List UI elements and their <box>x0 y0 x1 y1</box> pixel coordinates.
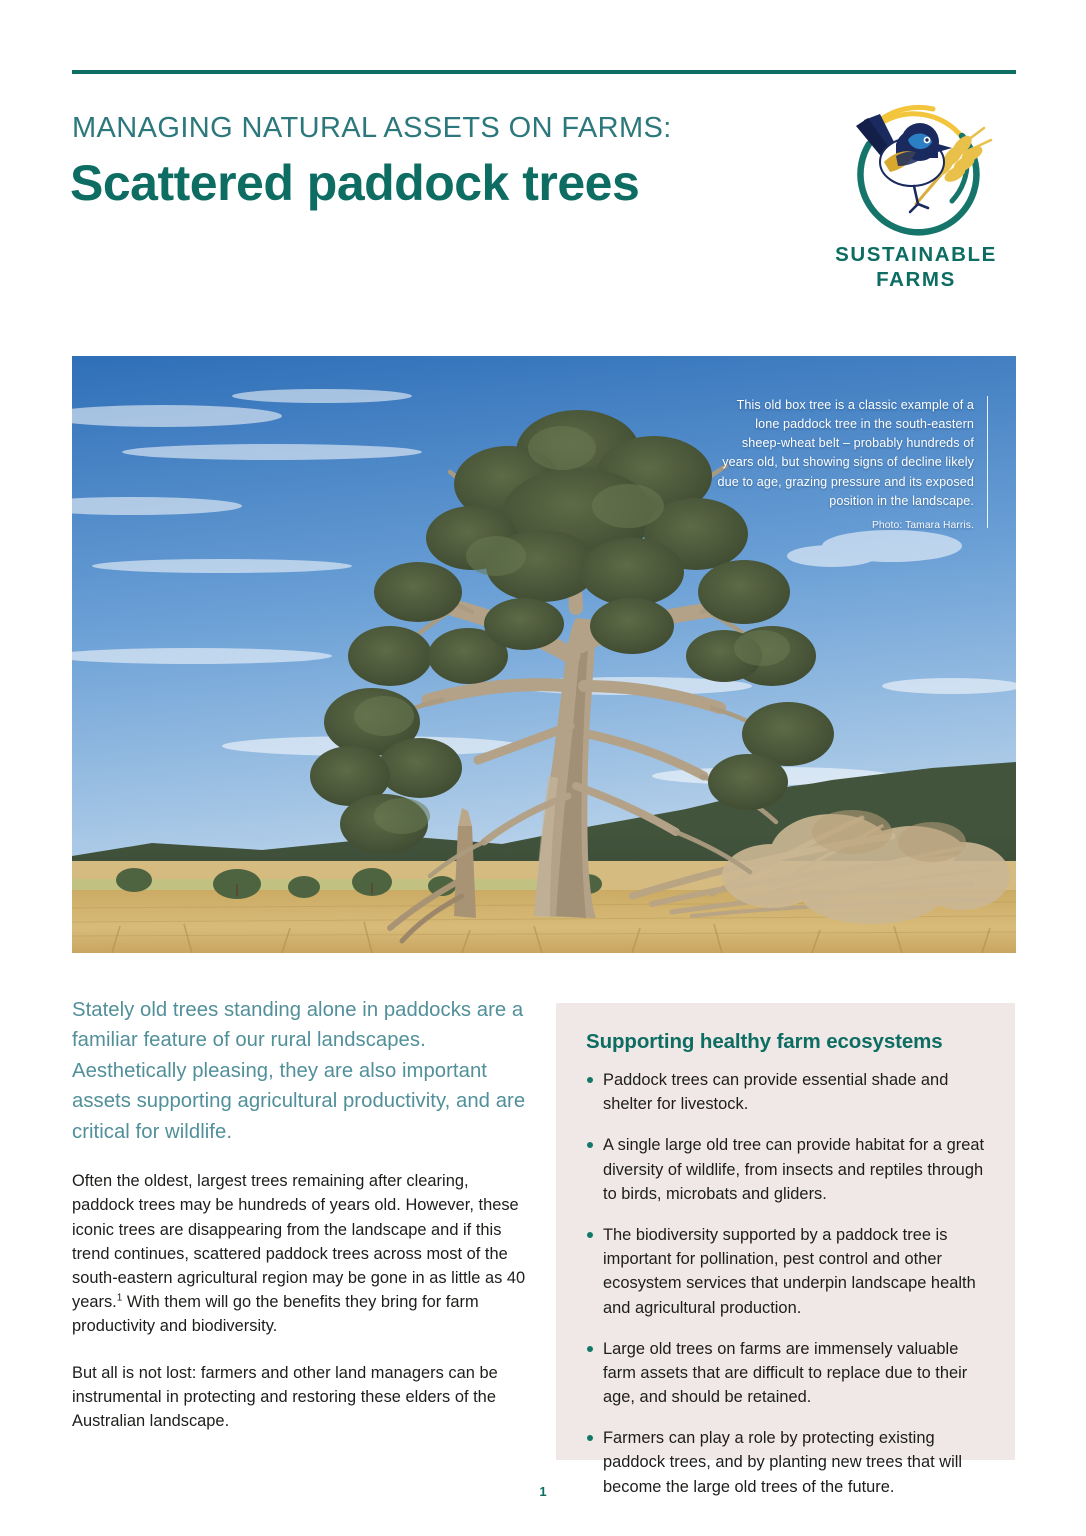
document-header <box>72 100 1016 325</box>
sidebar-bullet-list <box>586 1068 985 1499</box>
logo-wordmark <box>816 242 1016 292</box>
body-paragraph-1-part1: Often the oldest, largest trees remaining after clearing, paddock trees may be hundreds of years old. However, these iconic trees are disappearing from the landscape and if this trend continues, scattered paddock trees across most of the south-eastern agricultural region may be gone in as little as 40 years. <box>72 1172 526 1312</box>
photo-caption <box>716 396 988 533</box>
logo-bird-wheat-icon <box>834 100 999 248</box>
logo-wordmark-line1: SUSTAINABLE <box>835 243 997 266</box>
main-text-column <box>72 995 527 1433</box>
page-number: 1 <box>539 1484 547 1499</box>
list-item: A single large old tree can provide habitat for a great diversity of wildlife, from insects and reptiles through to birds, microbats and gliders. <box>586 1133 985 1206</box>
body-paragraph-1 <box>72 1169 527 1338</box>
list-item: Large old trees on farms are immensely valuable farm assets that are difficult to replace due to their age, and should be retained. <box>586 1337 985 1410</box>
sustainable-farms-logo <box>816 100 1016 300</box>
lead-paragraph: Stately old trees standing alone in paddocks are a familiar feature of our rural landscapes. Aesthetically pleasing, they are also important assets supporting agricultural productivity, and are critical for wildlife. <box>72 999 526 1143</box>
sidebar-heading: Supporting healthy farm ecosystems <box>586 1030 943 1053</box>
body-paragraph-1-part2: With them will go the benefits they bring for farm productivity and biodiversity. <box>72 1293 479 1336</box>
logo-wordmark-line2: FARMS <box>876 268 956 291</box>
list-item: The biodiversity supported by a paddock tree is important for pollination, pest control and other ecosystem services that underpin landscape health and agricultural production. <box>586 1223 985 1320</box>
header-rule <box>72 70 1016 74</box>
footnote-marker-1: 1 <box>116 1292 123 1304</box>
page-title: Scattered paddock trees <box>70 155 640 211</box>
body-paragraph-2: But all is not lost: farmers and other land managers can be instrumental in protecting and restoring these elders of the Australian landscape. <box>72 1363 498 1430</box>
list-item: Paddock trees can provide essential shade and shelter for livestock. <box>586 1068 985 1116</box>
photo-caption-text: This old box tree is a classic example of a lone paddock tree in the south-eastern sheep-wheat belt – probably hundreds of years old, but showing signs of decline likely due to age, grazing pressure and its exposed position in the landscape. <box>717 398 974 508</box>
photo-credit: Photo: Tamara Harris. <box>871 519 974 531</box>
eyebrow-text: MANAGING NATURAL ASSETS ON FARMS: <box>72 112 672 144</box>
hero-photo <box>72 356 1016 953</box>
list-item: Farmers can play a role by protecting existing paddock trees, and by planting new trees that will become the large old trees of the future. <box>586 1426 985 1499</box>
sidebar-panel <box>556 1003 1015 1496</box>
